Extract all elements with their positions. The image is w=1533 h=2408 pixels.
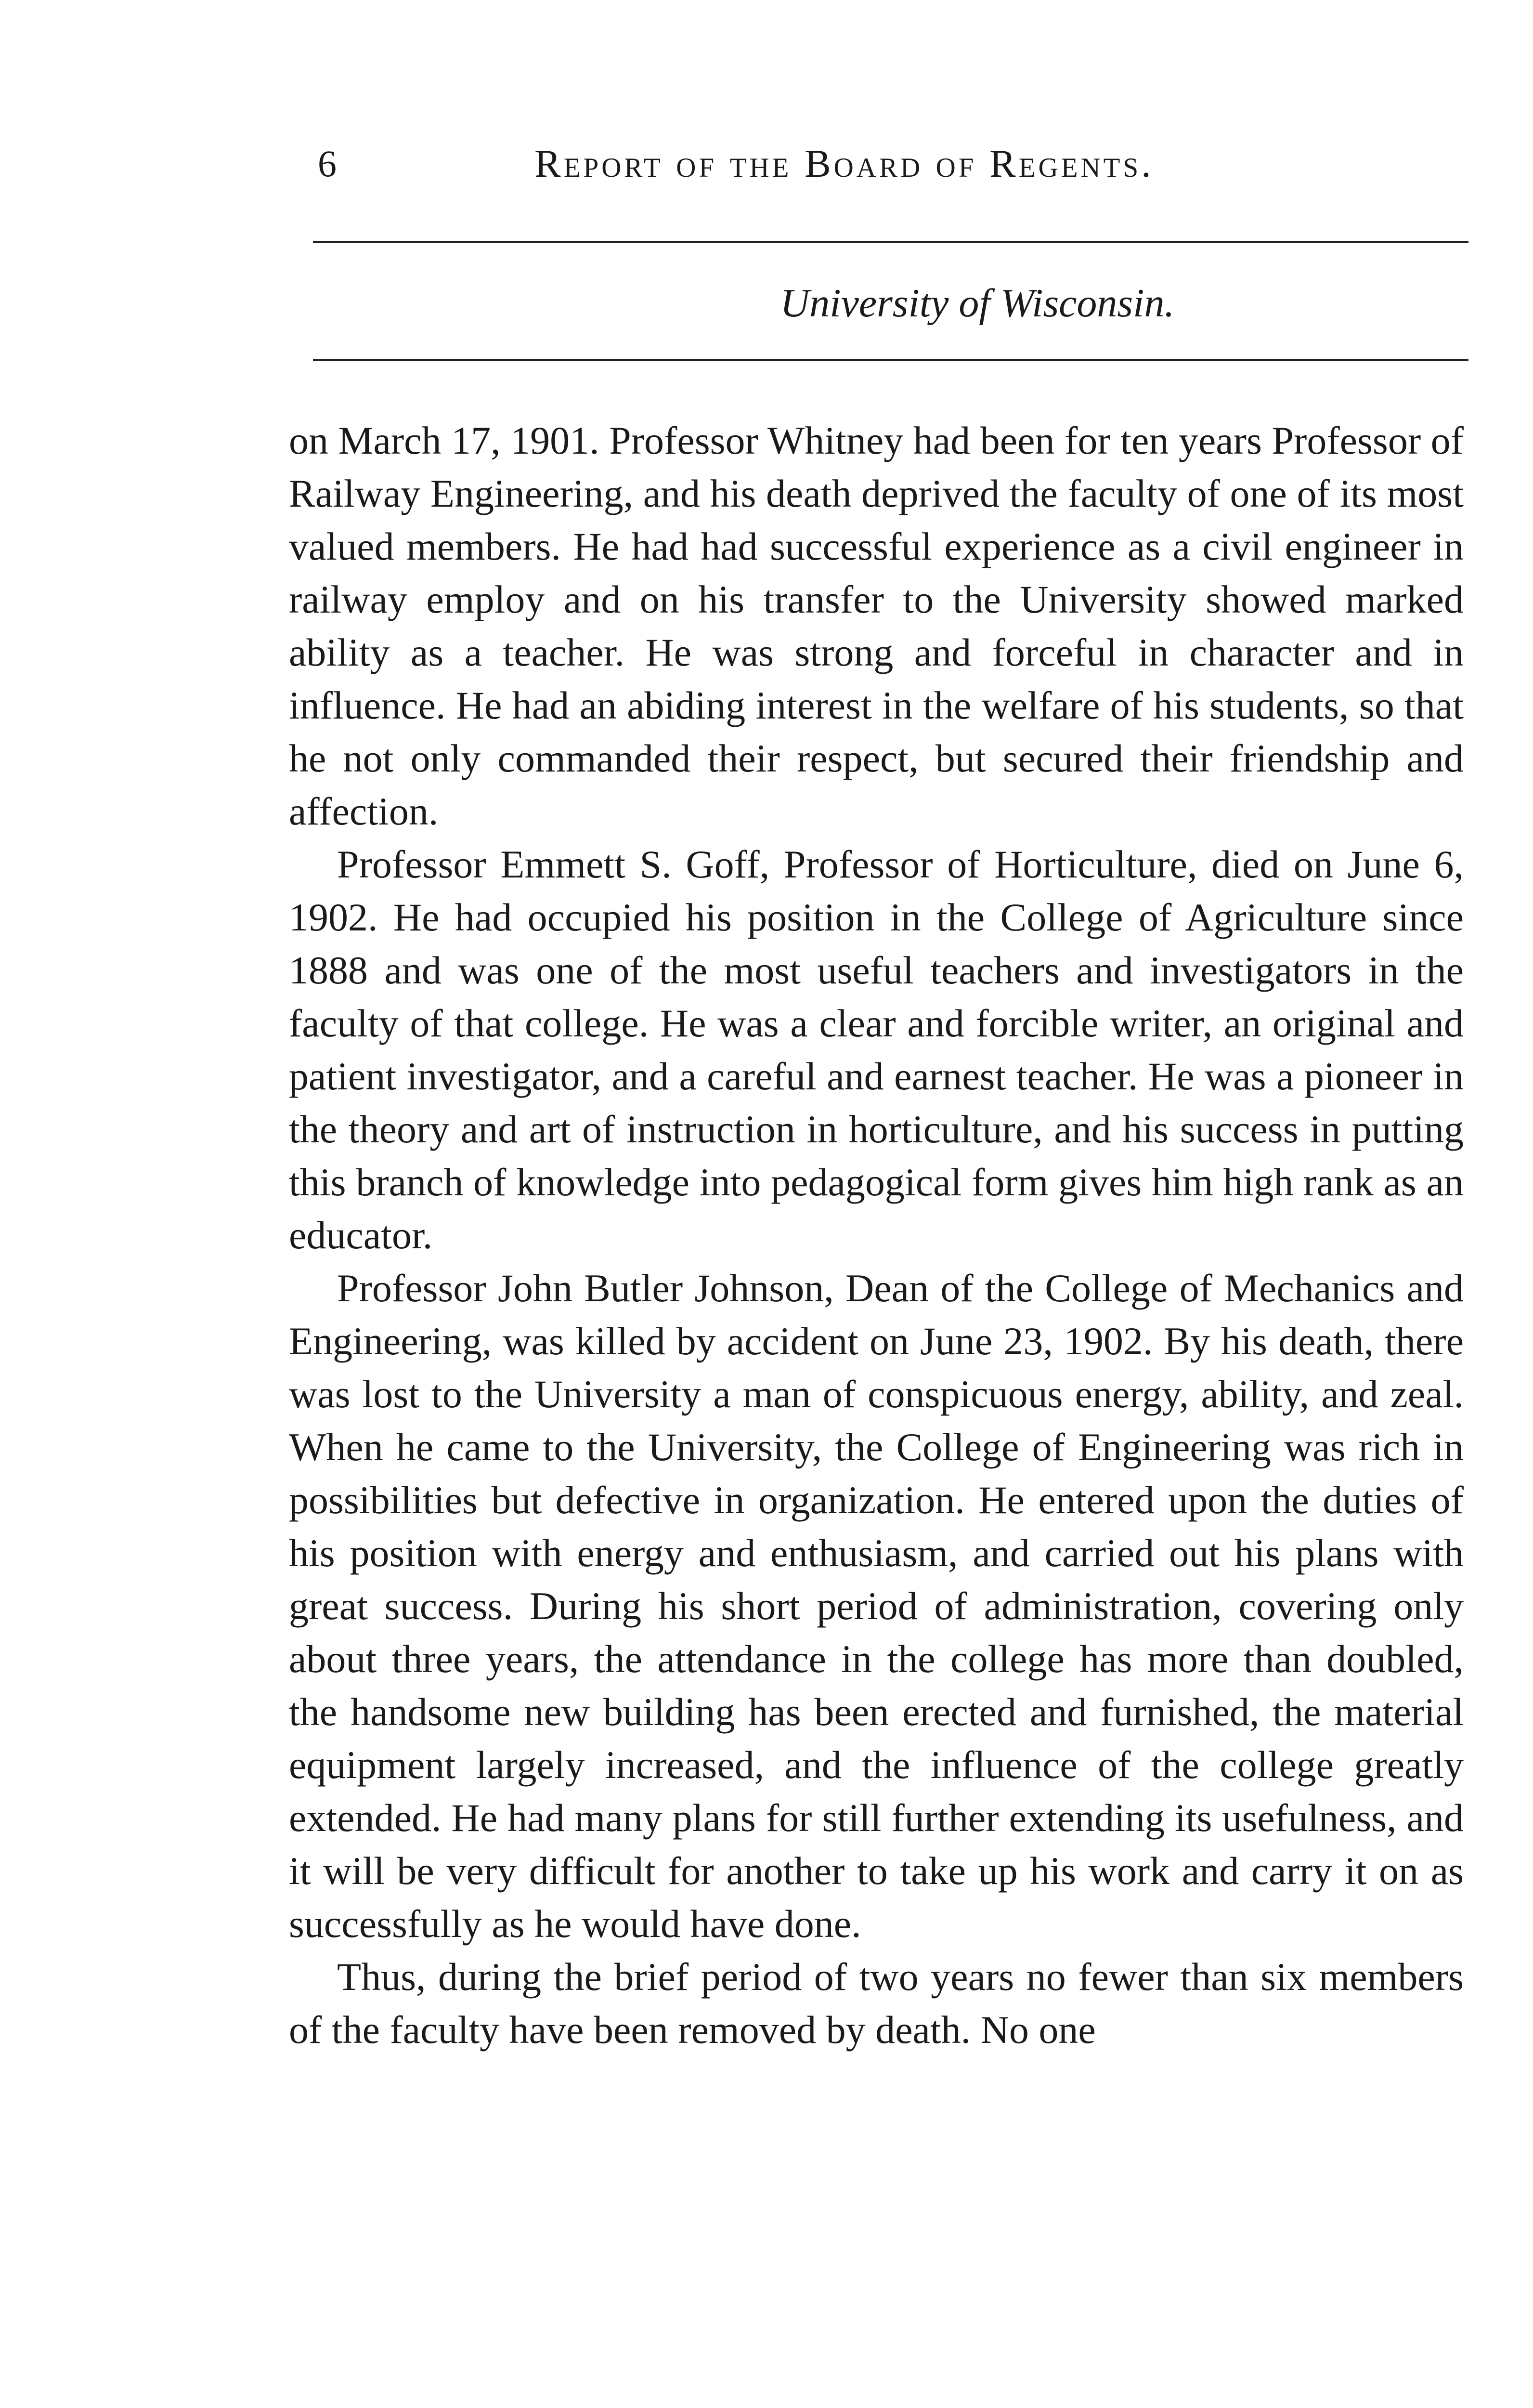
- page-number: 6: [318, 143, 337, 184]
- paragraph-whitney: on March 17, 1901. Professor Whitney had been for ten years Professor of Railway Engineering, and his death deprived the faculty of one of its most valued members. He had had successful experience as a civil engineer in railway employ and on his transfer to the University showed marked ability as a teacher. He was strong and forceful in character and in influence. He had an abiding interest in the welfare of his students, so that he not only commanded their respect, but secured their friendship and affection.: [289, 419, 1464, 833]
- paragraph-summary: Thus, during the brief period of two years no fewer than six members of the faculty have been removed by death. No one: [289, 1955, 1464, 2052]
- body-text: [289, 414, 1464, 2056]
- paragraph-johnson: Professor John Butler Johnson, Dean of the College of Mechanics and Engineering, was killed by accident on June 23, 1902. By his death, there was lost to the University a man of conspicuous energy, ability, and zeal. When he came to the University, the College of Engineering was rich in possibilities but defective in organization. He entered upon the duties of his position with energy and enthusiasm, and carried out his plans with great success. During his short period of administration, covering only about three years, the attendance in the college has more than doubled, the handsome new building has been erected and furnished, the material equipment largely increased, and the influence of the college greatly extended. He had many plans for still further extending its usefulness, and it will be very difficult for another to take up his work and carry it on as successfully as he would have done.: [289, 1266, 1464, 1946]
- paragraph-goff: Professor Emmett S. Goff, Professor of Horticulture, died on June 6, 1902. He had occupied his position in the College of Agriculture since 1888 and was one of the most useful teachers and investigators in the faculty of that college. He was a clear and forcible writer, an original and patient investigator, and a careful and earnest teacher. He was a pioneer in the theory and art of instruction in horticulture, and his success in putting this branch of knowledge into pedagogical form gives him high rank as an educator.: [289, 842, 1464, 1257]
- section-subtitle: University of Wisconsin.: [780, 281, 1175, 326]
- header-rule-top: [313, 241, 1468, 243]
- report-title: Report of the Board of Regents.: [534, 142, 1154, 185]
- header-rule-bottom: [313, 359, 1468, 361]
- running-head: [308, 137, 1473, 190]
